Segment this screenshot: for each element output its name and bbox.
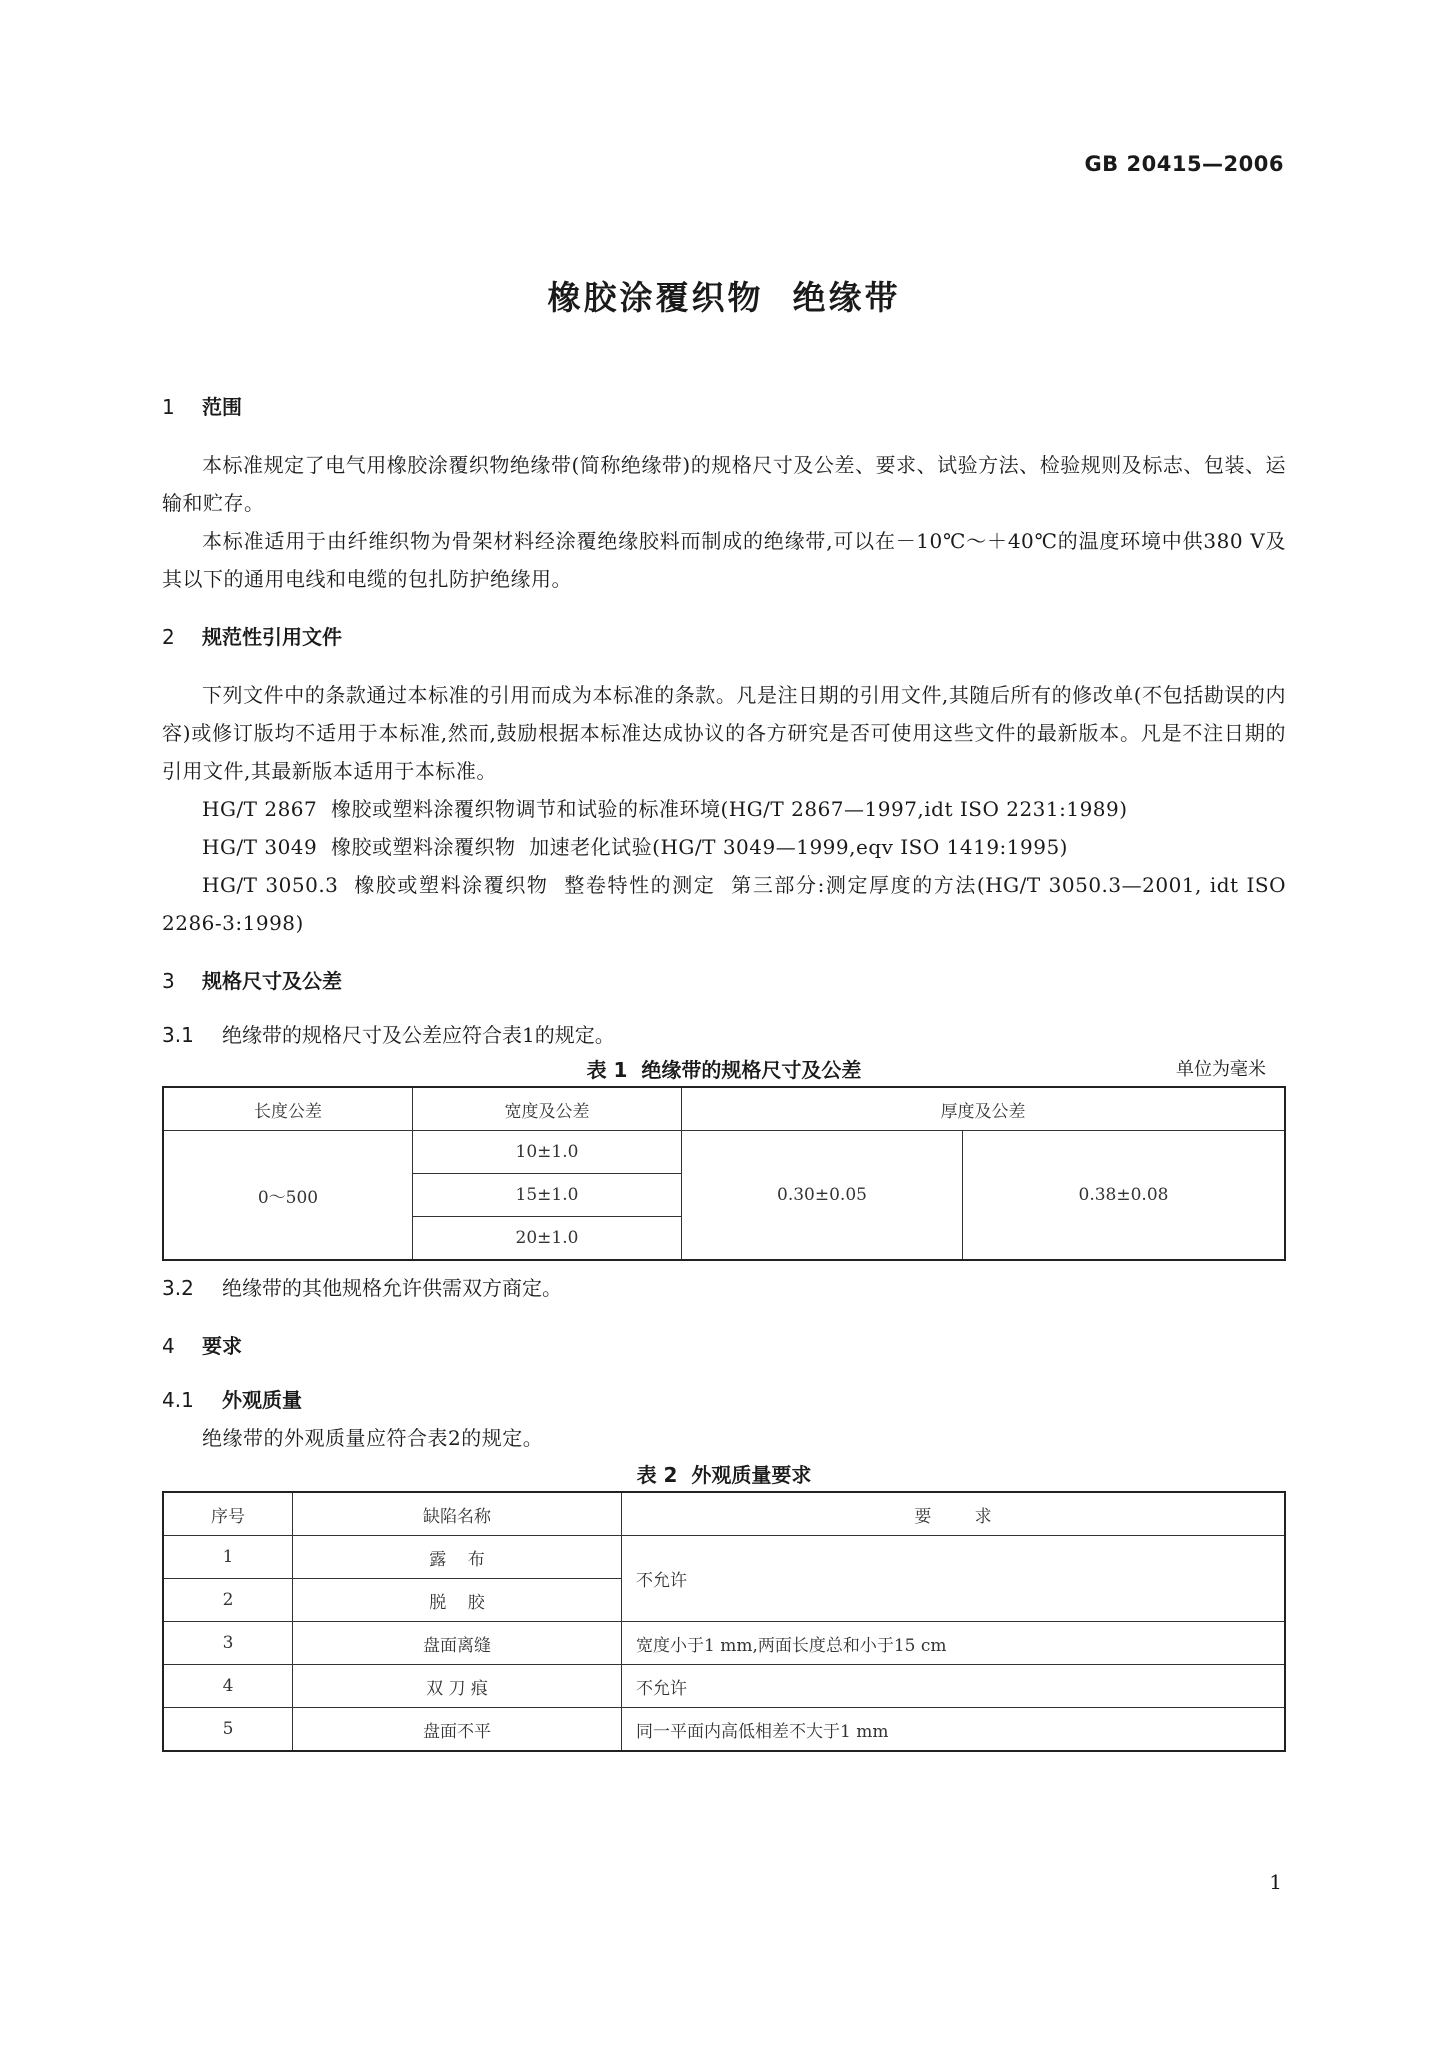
table-cell: 宽度小于1 mm,两面长度总和小于15 cm	[622, 1622, 1286, 1665]
subsection-text: 绝缘带的规格尺寸及公差应符合表1的规定。	[222, 1023, 615, 1047]
subsection-number: 3.1	[162, 1023, 194, 1047]
table-1-caption	[162, 1054, 1286, 1086]
table-cell: 双 刀 痕	[293, 1665, 622, 1708]
subsection-text: 绝缘带的其他规格允许供需双方商定。	[222, 1276, 562, 1300]
table-cell: 4	[163, 1665, 293, 1708]
subsection-3-1	[162, 1020, 1286, 1050]
table-cell: 2	[163, 1579, 293, 1622]
table-caption-text: 表 2 外观质量要求	[636, 1463, 812, 1487]
subsection-title: 外观质量	[222, 1388, 302, 1412]
paragraph: 本标准适用于由纤维织物为骨架材料经涂覆绝缘胶料而制成的绝缘带,可以在－10℃～＋40℃的温度环境中供380 V及其以下的通用电线和电缆的包扎防护绝缘用。	[162, 529, 1286, 591]
standard-code: GB 20415—2006	[1084, 152, 1284, 176]
table-cell: 不允许	[622, 1665, 1286, 1708]
section-number: 3	[162, 969, 175, 993]
table-cell: 0～500	[163, 1131, 413, 1261]
section-title: 要求	[202, 1334, 242, 1358]
table-1	[162, 1086, 1286, 1261]
reference-item: HG/T 3050.3 橡胶或塑料涂覆织物 整卷特性的测定 第三部分:测定厚度的方法(HG/T 3050.3—2001, idt ISO 2286-3:1998)	[162, 873, 1293, 935]
section-3-heading	[162, 966, 1286, 996]
paragraph: 绝缘带的外观质量应符合表2的规定。	[202, 1426, 544, 1450]
table-cell: 露 布	[293, 1536, 622, 1579]
table-header-cell: 宽度及公差	[413, 1087, 682, 1131]
table-cell: 10±1.0	[413, 1131, 682, 1174]
table-cell: 20±1.0	[413, 1217, 682, 1261]
table-header-cell: 长度公差	[163, 1087, 413, 1131]
table-caption-text: 表 1 绝缘带的规格尺寸及公差	[586, 1058, 862, 1082]
table-2-caption	[162, 1459, 1286, 1491]
paragraph: 本标准规定了电气用橡胶涂覆织物绝缘带(简称绝缘带)的规格尺寸及公差、要求、试验方法、检验规则及标志、包装、运输和贮存。	[162, 453, 1286, 515]
table-cell: 3	[163, 1622, 293, 1665]
table-unit: 单位为毫米	[1176, 1059, 1266, 1080]
table-header-row	[163, 1492, 1285, 1536]
section-title: 规格尺寸及公差	[202, 969, 342, 993]
table-cell: 同一平面内高低相差不大于1 mm	[622, 1708, 1286, 1752]
table-cell: 0.30±0.05	[682, 1131, 963, 1261]
table-cell: 0.38±0.08	[963, 1131, 1286, 1261]
subsection-number: 4.1	[162, 1388, 194, 1412]
table-cell: 不允许	[622, 1536, 1286, 1622]
table-row	[163, 1622, 1285, 1665]
table-header-cell: 厚度及公差	[682, 1087, 1286, 1131]
table-row	[163, 1708, 1285, 1752]
table-cell: 盘面离缝	[293, 1622, 622, 1665]
section-2-heading	[162, 622, 1286, 652]
section-4-heading	[162, 1331, 1286, 1361]
paragraph: 下列文件中的条款通过本标准的引用而成为本标准的条款。凡是注日期的引用文件,其随后所有的修改单(不包括勘误的内容)或修订版均不适用于本标准,然而,鼓励根据本标准达成协议的各方研究是否可使用这些文件的最新版本。凡是不注日期的引用文件,其最新版本适用于本标准。	[162, 683, 1286, 783]
table-header-row	[163, 1087, 1285, 1131]
table-cell: 15±1.0	[413, 1174, 682, 1217]
section-number: 2	[162, 625, 175, 649]
table-cell: 盘面不平	[293, 1708, 622, 1752]
section-title: 规范性引用文件	[202, 625, 342, 649]
section-1-heading	[162, 392, 1286, 422]
section-number: 1	[162, 395, 175, 419]
table-header-cell: 缺陷名称	[293, 1492, 622, 1536]
table-2	[162, 1491, 1286, 1752]
subsection-number: 3.2	[162, 1276, 194, 1300]
document-body	[162, 392, 1293, 1752]
table-row	[163, 1665, 1285, 1708]
subsection-3-2	[162, 1273, 1286, 1303]
table-row	[163, 1131, 1285, 1174]
table-cell: 1	[163, 1536, 293, 1579]
document-title: 橡胶涂覆织物 绝缘带	[547, 278, 901, 317]
reference-item: HG/T 3049 橡胶或塑料涂覆织物 加速老化试验(HG/T 3049—1999,eqv ISO 1419:1995)	[202, 835, 1068, 859]
table-header-cell: 要 求	[622, 1492, 1286, 1536]
table-cell: 脱 胶	[293, 1579, 622, 1622]
table-header-cell: 序号	[163, 1492, 293, 1536]
section-title: 范围	[202, 395, 242, 419]
reference-item: HG/T 2867 橡胶或塑料涂覆织物调节和试验的标准环境(HG/T 2867—1997,idt ISO 2231:1989)	[202, 797, 1128, 821]
table-row	[163, 1536, 1285, 1579]
table-cell: 5	[163, 1708, 293, 1752]
page-number: 1	[1269, 1870, 1282, 1894]
section-number: 4	[162, 1334, 175, 1358]
subsection-4-1	[162, 1385, 1286, 1415]
